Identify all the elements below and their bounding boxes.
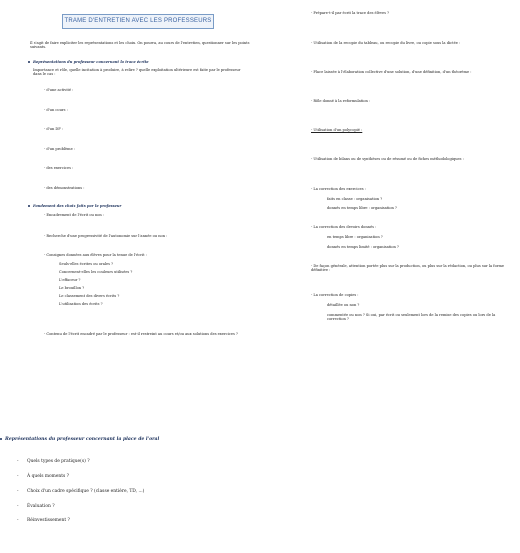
right-item: - Utilisation de bilans ou de synthèses ou de résumé ou de fiches méthodologiques : (311, 157, 464, 161)
list-item: - des démonstrations : (44, 186, 85, 190)
list-item: - Contenu de l'écrit encadré par le professeur : est-il restreint au cours et/ou aux solutions des exercices ? (44, 332, 238, 336)
list-item: - d'un DF : (44, 127, 64, 131)
bullet-icon (0, 438, 2, 440)
section1-text: Importance et rôle, quelle incitation à produire, à relire ? quelle exploitation ultérieure est faite par le professeur dans le cas : (33, 68, 241, 77)
bullet-icon (28, 61, 30, 63)
intro-paragraph: Il s'agit de faire expliciter les représentations et les choix. On pourra, au cours de l'entretien, questionner sur les points suivants. (30, 41, 250, 50)
list-item: - des exercices : (44, 166, 74, 170)
list-item: - Encadrement de l'écrit ou non : (44, 213, 105, 217)
oral-item: - À quels moments ? (17, 474, 70, 479)
right-sub-item: donnés en temps limité : organisation ? (327, 245, 399, 249)
right-item: - Prépare-t-il par écrit la trace des élèves ? (311, 11, 390, 15)
right-item: - Rôle donné à la reformulation : (311, 99, 371, 103)
right-item: - Utilisation d'un polycopié : (311, 128, 363, 132)
sub-item: Seuls-elles écrites ou orales ? (59, 262, 114, 266)
section2-heading: Fondement des choix faits par le professeur (28, 204, 121, 208)
bullet-icon (28, 205, 30, 207)
sub-item: L'effaceur ? (59, 278, 81, 282)
oral-item: - Quels types de pratique(s) ? (17, 459, 90, 464)
right-sub-item: donnés en temps libre : organisation ? (327, 206, 397, 210)
list-item: - d'une activité : (44, 88, 74, 92)
oral-item: - Évaluation ? (17, 504, 55, 509)
sub-item: Le brouillon ? (59, 286, 85, 290)
sub-item: Le classement des divers écrits ? (59, 294, 120, 298)
document-title: TRAME D'ENTRETIEN AVEC LES PROFESSEURS (62, 14, 214, 29)
section3-heading: Représentations du professeur concernant la place de l'oral (0, 437, 159, 443)
list-item: - d'un cours : (44, 108, 68, 112)
list-item: - Consignes données aux élèves pour la tenue de l'écrit : (44, 253, 147, 257)
right-sub-item: commentée ou non ? Si oui, par écrit ou seulement lors de la remise des copies ou lors de la correction ? (327, 313, 496, 322)
right-item: - La correction des exercices : (311, 187, 366, 191)
oral-item: - Réinvestissement ? (17, 518, 70, 523)
right-sub-item: détaillée ou non ? (327, 303, 360, 307)
right-item: - Place laissée à l'élaboration collective d'une solution, d'une définition, d'un théorème : (311, 70, 472, 74)
right-item: - De façon générale, attention portée plus sur la production, ou plus sur la rédaction, ou plus sur la forme définitive : (311, 264, 505, 273)
sub-item: Concernent-elles les couleurs utilisées ? (59, 270, 133, 274)
list-item: - d'un problème : (44, 147, 76, 151)
right-sub-item: faits en classe : organisation ? (327, 197, 383, 201)
section1-heading: Représentations du professeur concernant la trace écrite (28, 60, 149, 64)
list-item: - Recherche d'une progressivité de l'autonomie sur l'année ou non : (44, 234, 168, 238)
right-item: - La correction de copies : (311, 293, 359, 297)
oral-item: - Choix d'un cadre spécifique ? (classe entière, TD, ...) (17, 489, 145, 494)
right-item: - Utilisation de la recopie du tableau, ou recopie du livre, ou copie sous la dictée : (311, 41, 461, 45)
right-sub-item: en temps libre : organisation ? (327, 235, 383, 239)
right-item: - La correction des devoirs donnés : (311, 225, 377, 229)
sub-item: L'utilisation des écrits ? (59, 302, 103, 306)
